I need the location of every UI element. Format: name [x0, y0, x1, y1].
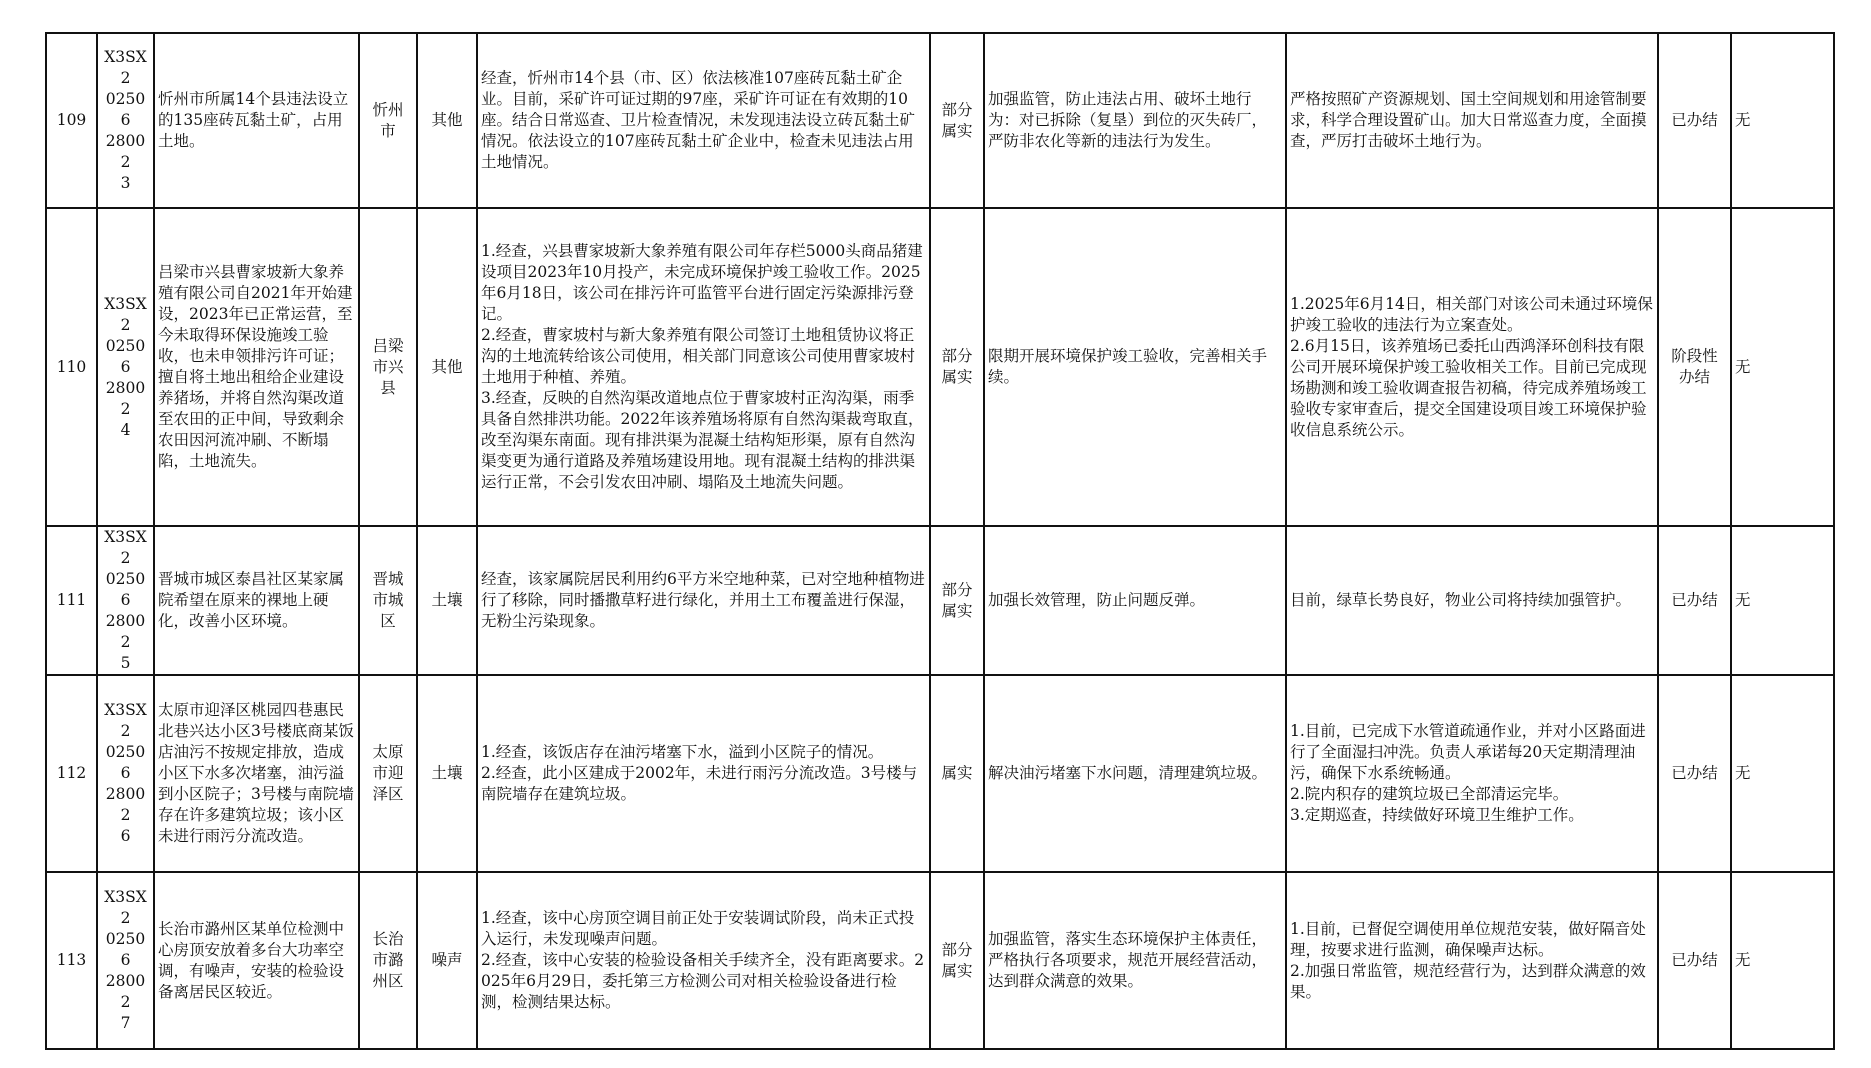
- petition-table: [45, 32, 1835, 1050]
- case-code: X3SX2 02506 28002 7: [97, 872, 154, 1049]
- status: 阶段性 办结: [1658, 208, 1731, 526]
- row-number: 109: [46, 33, 97, 208]
- verdict: 部分 属实: [930, 526, 984, 675]
- handling-opinion: 解决油污堵塞下水问题，清理建筑垃圾。: [984, 675, 1286, 872]
- rectification-progress: 严格按照矿产资源规划、国土空间规划和用途管制要求，科学合理设置矿山。加大日常巡查力度，全面摸查，严厉打击破坏土地行为。: [1286, 33, 1658, 208]
- row-number: 112: [46, 675, 97, 872]
- investigation-findings: 1.经查，该中心房顶空调目前正处于安装调试阶段，尚未正式投入运行，未发现噪声问题。 2.经查，该中心安装的检验设备相关手续齐全，没有距离要求。2025年6月29日，委托第三方检测公司对相关检验设备进行检测，检测结果达标。: [477, 872, 930, 1049]
- accountability: 无: [1731, 208, 1834, 526]
- row-number: 111: [46, 526, 97, 675]
- rectification-progress: 1.2025年6月14日，相关部门对该公司未通过环境保护竣工验收的违法行为立案查处。 2.6月15日，该养殖场已委托山西鸿泽环创科技有限公司开展环境保护竣工验收相关工作。目前已完成现场勘测和竣工验收调查报告初稿，待完成养殖场竣工验收专家审查后，提交全国建设项目竣工环境保护验收信息系统公示。: [1286, 208, 1658, 526]
- report-page: [45, 32, 1833, 1050]
- case-code: X3SX2 02506 28002 5: [97, 526, 154, 675]
- pollution-type: 土壤: [417, 526, 477, 675]
- pollution-type: 土壤: [417, 675, 477, 872]
- region: 太原 市迎 泽区: [359, 675, 417, 872]
- status: 已办结: [1658, 675, 1731, 872]
- status: 已办结: [1658, 872, 1731, 1049]
- row-number: 110: [46, 208, 97, 526]
- investigation-findings: 经查，该家属院居民利用约6平方米空地种菜，已对空地种植物进行了移除，同时播撒草籽进行绿化，并用土工布覆盖进行保湿，无粉尘污染现象。: [477, 526, 930, 675]
- status: 已办结: [1658, 33, 1731, 208]
- report-content: 太原市迎泽区桃园四巷惠民北巷兴达小区3号楼底商某饭店油污不按规定排放，造成小区下水多次堵塞，油污溢到小区院子；3号楼与南院墙存在许多建筑垃圾；该小区未进行雨污分流改造。: [154, 675, 359, 872]
- accountability: 无: [1731, 526, 1834, 675]
- rectification-progress: 目前，绿草长势良好，物业公司将持续加强管护。: [1286, 526, 1658, 675]
- region: 吕梁 市兴 县: [359, 208, 417, 526]
- accountability: 无: [1731, 33, 1834, 208]
- handling-opinion: 加强监管，防止违法占用、破坏土地行为：对已拆除（复垦）到位的灭失砖厂，严防非农化等新的违法行为发生。: [984, 33, 1286, 208]
- accountability: 无: [1731, 872, 1834, 1049]
- handling-opinion: 加强长效管理，防止问题反弹。: [984, 526, 1286, 675]
- rectification-progress: 1.目前，已完成下水管道疏通作业，并对小区路面进行了全面湿扫冲洗。负责人承诺每20天定期清理油污，确保下水系统畅通。 2.院内积存的建筑垃圾已全部清运完毕。 3.定期巡查，持续做好环境卫生维护工作。: [1286, 675, 1658, 872]
- verdict: 部分 属实: [930, 208, 984, 526]
- verdict: 部分 属实: [930, 33, 984, 208]
- rectification-progress: 1.目前，已督促空调使用单位规范安装，做好隔音处理，按要求进行监测，确保噪声达标。 2.加强日常监管，规范经营行为，达到群众满意的效果。: [1286, 872, 1658, 1049]
- region: 忻州 市: [359, 33, 417, 208]
- case-code: X3SX2 02506 28002 6: [97, 675, 154, 872]
- region: 长治 市潞 州区: [359, 872, 417, 1049]
- table-row: [46, 33, 1834, 208]
- case-code: X3SX2 02506 28002 3: [97, 33, 154, 208]
- table-row: [46, 208, 1834, 526]
- table-row: [46, 526, 1834, 675]
- verdict: 属实: [930, 675, 984, 872]
- investigation-findings: 1.经查，兴县曹家坡新大象养殖有限公司年存栏5000头商品猪建设项目2023年10月投产，未完成环境保护竣工验收工作。2025年6月18日，该公司在排污许可监管平台进行固定污染源排污登记。 2.经查，曹家坡村与新大象养殖有限公司签订土地租赁协议将正沟的土地流转给该公司使用，相关部门同意该公司使用曹家坡村土地用于种植、养殖。 3.经查，反映的自然沟渠改道地点位于曹家坡村正沟沟渠，雨季具备自然排洪功能。2022年该养殖场将原有自然沟渠裁弯取直，改至沟渠东南面。现有排洪渠为混凝土结构矩形渠，原有自然沟渠变更为通行道路及养殖场建设用地。现有混凝土结构的排洪渠运行正常，不会引发农田冲刷、塌陷及土地流失问题。: [477, 208, 930, 526]
- investigation-findings: 经查，忻州市14个县（市、区）依法核准107座砖瓦黏土矿企业。目前，采矿许可证过期的97座，采矿许可证在有效期的10座。结合日常巡查、卫片检查情况，未发现违法设立砖瓦黏土矿情况。依法设立的107座砖瓦黏土矿企业中，检查未见违法占用土地情况。: [477, 33, 930, 208]
- pollution-type: 噪声: [417, 872, 477, 1049]
- handling-opinion: 加强监管，落实生态环境保护主体责任，严格执行各项要求，规范开展经营活动，达到群众满意的效果。: [984, 872, 1286, 1049]
- table-row: [46, 872, 1834, 1049]
- status: 已办结: [1658, 526, 1731, 675]
- handling-opinion: 限期开展环境保护竣工验收，完善相关手续。: [984, 208, 1286, 526]
- case-code: X3SX2 02506 28002 4: [97, 208, 154, 526]
- report-content: 晋城市城区泰昌社区某家属院希望在原来的裸地上硬化，改善小区环境。: [154, 526, 359, 675]
- report-content: 长治市潞州区某单位检测中心房顶安放着多台大功率空调，有噪声，安装的检验设备离居民区较近。: [154, 872, 359, 1049]
- row-number: 113: [46, 872, 97, 1049]
- table-row: [46, 675, 1834, 872]
- region: 晋城 市城 区: [359, 526, 417, 675]
- verdict: 部分 属实: [930, 872, 984, 1049]
- report-content: 忻州市所属14个县违法设立的135座砖瓦黏土矿，占用土地。: [154, 33, 359, 208]
- investigation-findings: 1.经查，该饭店存在油污堵塞下水，溢到小区院子的情况。 2.经查，此小区建成于2002年，未进行雨污分流改造。3号楼与南院墙存在建筑垃圾。: [477, 675, 930, 872]
- report-content: 吕梁市兴县曹家坡新大象养殖有限公司自2021年开始建设，2023年已正常运营，至今未取得环保设施竣工验收，也未申领排污许可证；擅自将土地出租给企业建设养猪场，并将自然沟渠改道至农田的正中间，导致剩余农田因河流冲刷、不断塌陷，土地流失。: [154, 208, 359, 526]
- pollution-type: 其他: [417, 208, 477, 526]
- pollution-type: 其他: [417, 33, 477, 208]
- accountability: 无: [1731, 675, 1834, 872]
